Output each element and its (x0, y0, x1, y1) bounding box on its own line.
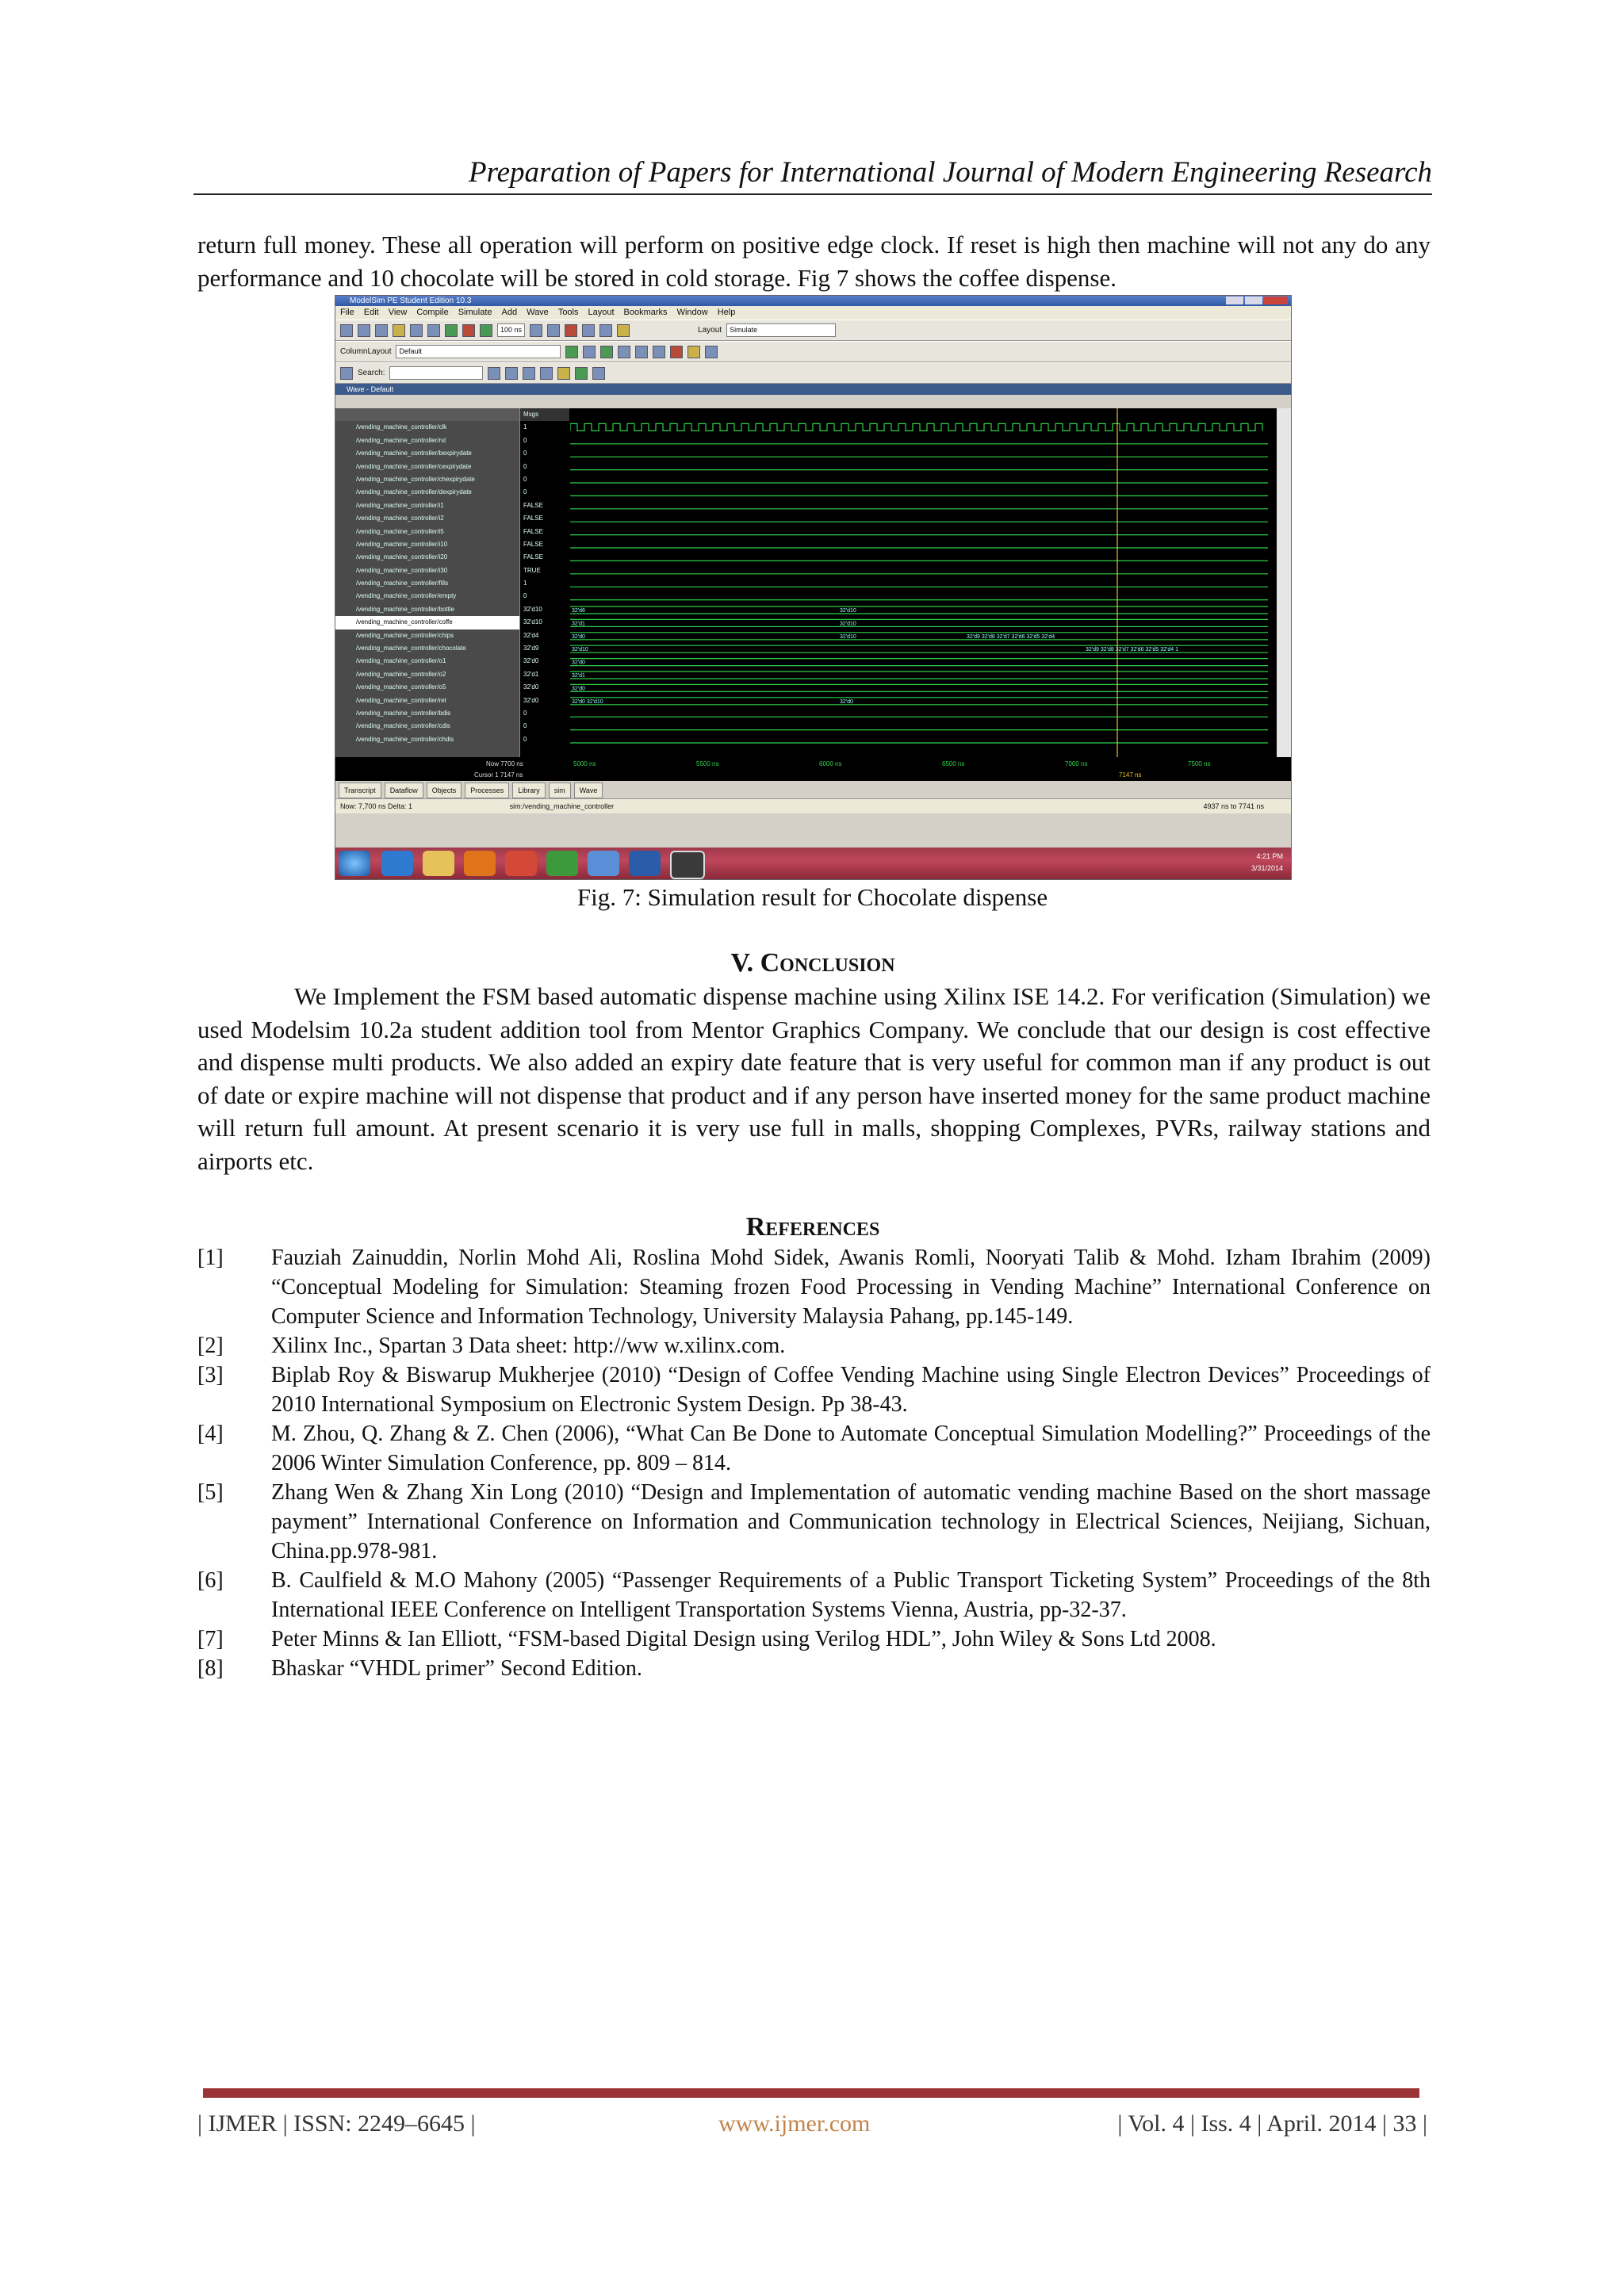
reference-item (197, 1566, 1431, 1624)
media-player-icon[interactable] (464, 851, 496, 876)
signal-value: FALSE (523, 515, 543, 522)
signal-name[interactable]: /vending_machine_controller/o1 (356, 657, 446, 665)
references-heading (193, 1210, 1432, 1245)
signal-name[interactable]: /vending_machine_controller/bexpirydate (356, 450, 472, 457)
cursor-add-icon[interactable] (670, 346, 683, 358)
signal-name[interactable]: /vending_machine_controller/i2 (356, 515, 444, 522)
reference-number: [4] (197, 1422, 224, 1446)
cut-icon[interactable] (410, 324, 423, 337)
footer-website-link[interactable]: www.ijmer.com (718, 2110, 871, 2137)
reference-number: [6] (197, 1568, 224, 1593)
clock-date: 3/31/2014 (1251, 864, 1283, 872)
compile-icon[interactable] (445, 324, 458, 337)
break-icon[interactable] (462, 324, 475, 337)
figure-caption: Fig. 7: Simulation result for Chocolate dispense (576, 883, 1048, 911)
signal-value: 32'd0 (523, 683, 539, 691)
clock-time: 4:21 PM (1256, 852, 1283, 860)
search-icon[interactable] (488, 367, 500, 380)
folder-icon[interactable] (423, 851, 454, 876)
reference-item (197, 1478, 1431, 1566)
signal-value: 32'd0 (523, 657, 539, 665)
tab-transcript[interactable]: Transcript (339, 783, 381, 798)
status-range: 4937 ns to 7741 ns (1203, 802, 1264, 810)
minimize-icon[interactable] (1226, 297, 1243, 304)
utorrent-icon[interactable] (546, 851, 578, 876)
signal-name[interactable]: /vending_machine_controller/chdis (356, 735, 454, 743)
signal-name[interactable]: /vending_machine_controller/i5 (356, 527, 444, 535)
bus-value-label: 32'd9 32'd8 32'd7 32'd6 32'd5 32'd4 (967, 633, 1055, 640)
search-input[interactable] (389, 366, 483, 380)
status-context: sim:/vending_machine_controller (509, 802, 615, 810)
signal-name[interactable]: /vending_machine_controller/chocolate (356, 645, 466, 652)
wave-pane-title: Wave - Default (335, 384, 1291, 395)
run-length-field[interactable]: 100 ns (497, 323, 525, 337)
layout-label: Layout (698, 326, 722, 335)
header-rule (193, 193, 1432, 195)
column-layout-label: ColumnLayout (340, 347, 392, 356)
wave-add-icon[interactable] (565, 346, 578, 358)
time-tick-label: 6000 ns (819, 760, 842, 767)
signal-list-header (335, 408, 519, 421)
restart-icon[interactable] (480, 324, 492, 337)
reference-text: M. Zhou, Q. Zhang & Z. Chen (2006), “What Can Be Done to Automate Conceptual Simulation Modelling?” Proceedings of the 2006 Winter Simulation Conference, pp. 809 – 814. (271, 1422, 1431, 1475)
figure-simulation-screenshot (335, 295, 1292, 880)
run-icon[interactable] (530, 324, 542, 337)
tab-library[interactable]: Library (512, 783, 546, 798)
signal-value: 0 (523, 722, 527, 730)
menu-item-simulate[interactable]: Simulate (458, 308, 492, 317)
open-icon[interactable] (358, 324, 370, 337)
signal-value: 32'd9 (523, 645, 539, 652)
signal-name[interactable]: /vending_machine_controller/i30 (356, 566, 448, 574)
window-title-bar (335, 296, 1291, 306)
bus-value-label: 32'd1 (572, 673, 585, 679)
status-now: Now: 7,700 ns Delta: 1 (340, 802, 413, 810)
signal-name[interactable]: /vending_machine_controller/cexpirydate (356, 462, 472, 470)
zoom-full-icon[interactable] (540, 367, 553, 380)
menu-item-file[interactable]: File (340, 308, 354, 317)
system-clock (1251, 851, 1283, 874)
signal-value: 32'd1 (523, 670, 539, 678)
bus-value-label: 32'd10 (840, 633, 856, 640)
layout-select[interactable]: Simulate (726, 323, 836, 337)
ie-icon[interactable] (381, 851, 413, 876)
reference-number: [8] (197, 1656, 224, 1681)
menu-item-layout[interactable]: Layout (588, 308, 615, 317)
step-icon[interactable] (582, 324, 595, 337)
reference-item (197, 1243, 1431, 1331)
signal-name[interactable]: /vending_machine_controller/i20 (356, 553, 448, 561)
signal-name[interactable]: /vending_machine_controller/rst (356, 436, 446, 444)
time-ruler-svg (335, 757, 1291, 781)
time-ruler (335, 757, 1291, 781)
reference-item (197, 1360, 1431, 1419)
signal-name[interactable]: /vending_machine_controller/bdis (356, 709, 451, 717)
window-title: ModelSim PE Student Edition 10.3 (350, 297, 472, 305)
reference-text: Xilinx Inc., Spartan 3 Data sheet: http://ww w.xilinx.com. (271, 1334, 786, 1358)
signal-name[interactable]: /vending_machine_controller/empty (356, 592, 457, 600)
reference-text: B. Caulfield & M.O Mahony (2005) “Passenger Requirements of a Public Transport Ticketing System” Proceedings of the 8th International IEEE Conference on Intelligent Transportation Systems Vienna, Austria, pp-32-37. (271, 1568, 1431, 1622)
signal-value: 0 (523, 709, 527, 717)
wave-group-icon[interactable] (618, 346, 630, 358)
column-layout-select[interactable]: Default (396, 345, 561, 358)
now-label: Now 7700 ns (486, 760, 523, 767)
time-tick-label: 5000 ns (573, 760, 596, 767)
menu-item-edit[interactable]: Edit (363, 308, 379, 317)
footer-volume-page: | Vol. 4 | Iss. 4 | April. 2014 | 33 | (1117, 2110, 1427, 2137)
save-icon[interactable] (375, 324, 388, 337)
menu-item-bookmarks[interactable]: Bookmarks (623, 308, 668, 317)
msgs-header: Msgs (520, 408, 569, 421)
clk-waveform (570, 423, 1262, 430)
signal-value-pane (519, 408, 569, 757)
reference-text: Peter Minns & Ian Elliott, “FSM-based Digital Design using Verilog HDL”, John Wiley & Sons Ltd 2008. (271, 1627, 1216, 1651)
wave-insert-icon[interactable] (583, 346, 596, 358)
edge-next-icon[interactable] (653, 346, 665, 358)
expand-icon[interactable] (705, 346, 718, 358)
reference-item (197, 1331, 1431, 1360)
zoom-in-icon[interactable] (505, 367, 518, 380)
signal-value: 1 (523, 423, 527, 431)
wave-select-icon[interactable] (592, 367, 605, 380)
reference-number: [2] (197, 1334, 224, 1358)
reference-text: Bhaskar “VHDL primer” Second Edition. (271, 1656, 642, 1681)
signal-value: 0 (523, 735, 527, 743)
signal-name[interactable]: /vending_machine_controller/cdis (356, 722, 450, 730)
conclusion-title: Conclusion (760, 948, 895, 978)
cursor-label: Cursor 1 7147 ns (474, 771, 523, 779)
signal-name[interactable]: /vending_machine_controller/fills (356, 580, 449, 587)
signal-name[interactable]: /vending_machine_controller/chexpirydate (356, 475, 475, 483)
references-title: References (745, 1212, 880, 1242)
bus-value-label: 32'd0 (572, 686, 585, 692)
close-icon[interactable] (1264, 297, 1288, 304)
reference-number: [5] (197, 1480, 224, 1505)
bus-value-label: 32'd10 (840, 608, 856, 614)
signal-name[interactable]: /vending_machine_controller/clk (356, 423, 447, 431)
menu-item-compile[interactable]: Compile (416, 308, 449, 317)
wave-divider-icon[interactable] (600, 346, 613, 358)
toolbar-row-1 (335, 320, 1291, 341)
reference-text: Fauziah Zainuddin, Norlin Mohd Ali, Roslina Mohd Sidek, Awanis Romli, Nooryati Talib & Mohd. Izham Ibrahim (2009) “Conceptual Modeling for Simulation: Steaming frozen Food Processing in Vending Machine” International Conference on Computer Science and Information Technology, University Malaysia Pahang, pp.145-149. (271, 1246, 1431, 1329)
reference-item (197, 1624, 1431, 1654)
signal-value: FALSE (523, 540, 543, 548)
chrome-icon[interactable] (505, 851, 537, 876)
tab-objects[interactable]: Objects (427, 783, 462, 798)
signal-value: 1 (523, 580, 527, 587)
signal-value: 0 (523, 488, 527, 496)
bookmark-icon[interactable] (617, 324, 630, 337)
signal-value: FALSE (523, 527, 543, 535)
time-tick-label: 5500 ns (696, 760, 719, 767)
stop-icon[interactable] (565, 324, 577, 337)
cursor-delete-icon[interactable] (688, 346, 700, 358)
menu-item-window[interactable]: Window (676, 308, 708, 317)
menu-bar (335, 306, 1291, 320)
status-bar (335, 798, 1292, 813)
signal-name[interactable]: /vending_machine_controller/i1 (356, 501, 444, 509)
menu-item-view[interactable]: View (388, 308, 408, 317)
maximize-icon[interactable] (1245, 297, 1262, 304)
toolbar-row-2 (335, 341, 1291, 362)
reference-item (197, 1419, 1431, 1478)
tab-dataflow[interactable]: Dataflow (385, 783, 423, 798)
signal-value: 0 (523, 475, 527, 483)
print-icon[interactable] (393, 324, 405, 337)
bus-value-label: 32'd10 (572, 647, 588, 653)
edge-prev-icon[interactable] (635, 346, 648, 358)
bus-value-label: 32'd0 (840, 698, 853, 705)
app-icon[interactable] (588, 851, 619, 876)
reference-number: [1] (197, 1246, 224, 1270)
signal-value: 32'd0 (523, 696, 539, 704)
signal-value: FALSE (523, 553, 543, 561)
conclusion-paragraph: We Implement the FSM based automatic dispense machine using Xilinx ISE 14.2. For verification (Simulation) we used Modelsim 10.2a student addition tool from Mentor Graphics Company. We conclude that our design is cost effective and dispense multi products. We also added an expiry date feature that is very useful for common man if any product is out of date or expire machine will not dispense that product and if any person have inserted money for the same product machine will return full amount. At present scenario it is very use full in malls, shopping Complexes, PVRs, railway stations and airports etc. (197, 982, 1431, 1175)
signal-value: 0 (523, 436, 527, 444)
conclusion-number: V. (730, 948, 754, 978)
word-icon[interactable] (629, 851, 661, 876)
bus-value-label: 32'd0 (572, 660, 585, 666)
vertical-scrollbar[interactable] (1277, 408, 1291, 757)
bus-value-label: 32'd1 (572, 621, 585, 627)
menu-item-add[interactable]: Add (501, 308, 518, 317)
reference-item (197, 1654, 1431, 1683)
waveform-pane[interactable] (570, 408, 1276, 757)
reference-text: Zhang Wen & Zhang Xin Long (2010) “Design and Implementation of automatic vending machine Based on the short massage payment” International Conference on Information and Communication technology in Electrical Sciences, Neijiang, Sichuan, China.pp.978-981. (271, 1480, 1431, 1563)
time-tick-label: 7500 ns (1188, 760, 1211, 767)
menu-item-tools[interactable]: Tools (557, 308, 579, 317)
pane-tabs (335, 781, 1292, 798)
tab-sim[interactable]: sim (549, 783, 571, 798)
search-label: Search: (358, 369, 385, 377)
menu-item-wave[interactable]: Wave (527, 308, 549, 317)
tab-processes[interactable]: Processes (465, 783, 509, 798)
signal-name[interactable]: /vending_machine_controller/o5 (356, 683, 446, 691)
reference-list (197, 1243, 1431, 1683)
signal-value: TRUE (523, 566, 541, 574)
signal-name[interactable]: /vending_machine_controller/ret (356, 696, 446, 704)
continue-icon[interactable] (547, 324, 560, 337)
signal-value: FALSE (523, 501, 543, 509)
bus-value-label: 32'd10 (840, 621, 856, 627)
signal-name-pane (335, 408, 519, 757)
intro-paragraph: return full money. These all operation will perform on positive edge clock. If reset is high then machine will not any do any performance and 10 chocolate will be stored in cold storage. Fig 7 shows the coffee dispense. (197, 231, 1431, 292)
signal-value: 32'd4 (523, 631, 539, 639)
reference-text: Biplab Roy & Biswarup Mukherjee (2010) “Design of Coffee Vending Machine using Single Electron Devices” Proceedings of 2010 International Symposium on Electronic System Design. Pp 38-43. (271, 1363, 1431, 1417)
windows-taskbar (335, 848, 1291, 879)
signal-value: 0 (523, 592, 527, 600)
bus-value-label: 32'd9 32'd8 32'd7 32'd6 32'd5 32'd4 1 (1086, 647, 1179, 653)
toolbar-row-3 (335, 362, 1291, 384)
bus-value-label: 32'd0 (572, 633, 585, 640)
signal-name[interactable]: /vending_machine_controller/dexpirydate (356, 488, 472, 496)
zoom-cursor-icon[interactable] (557, 367, 570, 380)
bus-value-label: 32'd6 (572, 608, 585, 614)
zoom-out-icon[interactable] (523, 367, 535, 380)
signal-name[interactable]: /vending_machine_controller/chips (356, 631, 454, 639)
new-file-icon[interactable] (340, 324, 353, 337)
signal-name[interactable]: /vending_machine_controller/bottle (356, 605, 455, 613)
conclusion-heading (193, 946, 1432, 981)
bus-value-label: 32'd0 32'd10 (572, 698, 603, 705)
modelsim-icon[interactable] (670, 851, 705, 879)
wave-window (335, 408, 1291, 781)
step-back-icon[interactable] (340, 367, 353, 380)
signal-name[interactable]: /vending_machine_controller/coffe (335, 616, 519, 629)
footer-journal: | IJMER | ISSN: 2249–6645 | (197, 2110, 476, 2137)
signal-value: 0 (523, 450, 527, 457)
step-over-icon[interactable] (599, 324, 612, 337)
running-head: Preparation of Papers for International Journal of Modern Engineering Research (468, 156, 1432, 189)
signal-name[interactable]: /vending_machine_controller/o2 (356, 670, 446, 678)
reference-number: [7] (197, 1627, 224, 1651)
reference-number: [3] (197, 1363, 224, 1387)
signal-name[interactable]: /vending_machine_controller/i10 (356, 540, 448, 548)
tab-wave[interactable]: Wave (574, 783, 603, 798)
time-tick-label: 6500 ns (942, 760, 965, 767)
menu-item-help[interactable]: Help (717, 308, 736, 317)
signal-value: 0 (523, 462, 527, 470)
footer-rule (203, 2088, 1419, 2098)
cursor-flag: 7147 ns (1119, 771, 1142, 779)
copy-icon[interactable] (427, 324, 440, 337)
signal-value: 32'd10 (523, 605, 542, 613)
wave-format-icon[interactable] (575, 367, 588, 380)
start-button-icon[interactable] (339, 851, 370, 876)
signal-value: 32'd10 (523, 618, 542, 626)
time-tick-label: 7000 ns (1065, 760, 1088, 767)
